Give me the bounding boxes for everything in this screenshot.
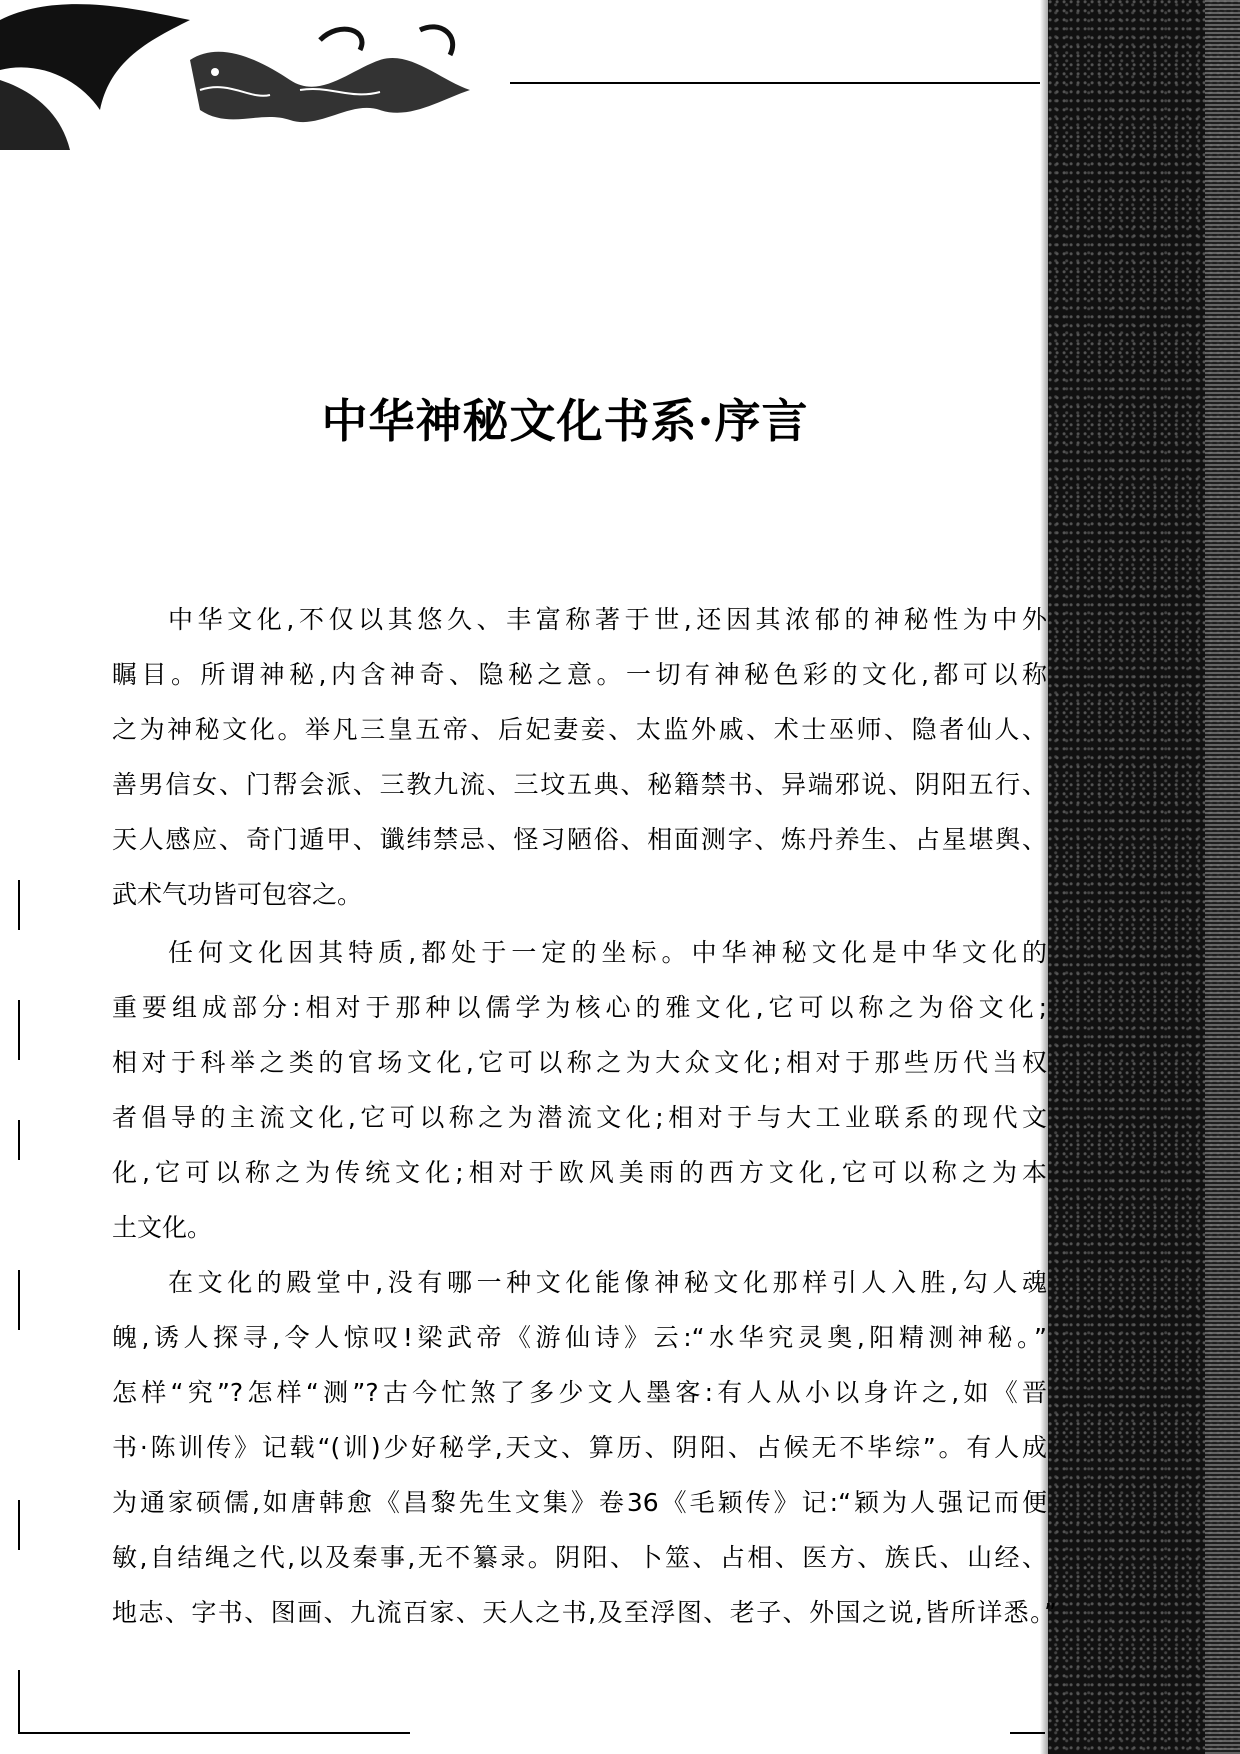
margin-mark — [18, 1670, 20, 1734]
text-line: 瞩目。所谓神秘,内含神奇、隐秘之意。一切有神秘色彩的文化,都可以称 — [112, 660, 1047, 689]
footer-rule — [20, 1732, 410, 1734]
margin-mark — [18, 1000, 20, 1060]
footer-rule — [1010, 1732, 1045, 1734]
scan-noise — [1205, 0, 1240, 1754]
text-line: 在文化的殿堂中,没有哪一种文化能像神秘文化那样引人入胜,勾人魂 — [168, 1268, 1047, 1297]
text-line: 武术气功皆可包容之。 — [112, 880, 363, 909]
margin-mark — [18, 1120, 20, 1160]
text-line: 善男信女、门帮会派、三教九流、三坟五典、秘籍禁书、异端邪说、阴阳五行、 — [112, 770, 1047, 799]
text-line: 任何文化因其特质,都处于一定的坐标。中华神秘文化是中华文化的 — [168, 938, 1047, 967]
text-line: 土文化。 — [112, 1213, 213, 1242]
text-line: 中华文化,不仅以其悠久、丰富称著于世,还因其浓郁的神秘性为中外 — [168, 605, 1047, 634]
text-line: 天人感应、奇门遁甲、谶纬禁忌、怪习陋俗、相面测字、炼丹养生、占星堪舆、 — [112, 825, 1047, 854]
dragon-ornament — [0, 0, 500, 150]
text-line: 化,它可以称之为传统文化;相对于欧风美雨的西方文化,它可以称之为本 — [112, 1158, 1047, 1187]
text-line: 魄,诱人探寻,令人惊叹!梁武帝《游仙诗》云:“水华究灵奥,阳精测神秘。” — [112, 1323, 1047, 1352]
header-rule — [510, 82, 1045, 84]
text-line: 为通家硕儒,如唐韩愈《昌黎先生文集》卷36《毛颖传》记:“颖为人强记而便 — [112, 1488, 1047, 1517]
margin-mark — [18, 1500, 20, 1550]
text-line: 地志、字书、图画、九流百家、天人之书,及至浮图、老子、外国之说,皆所详悉。” — [112, 1598, 1057, 1627]
text-line: 者倡导的主流文化,它可以称之为潜流文化;相对于与大工业联系的现代文 — [112, 1103, 1047, 1132]
text-line: 怎样“究”?怎样“测”?古今忙煞了多少文人墨客:有人从小以身许之,如《晋 — [112, 1378, 1047, 1407]
text-line: 之为神秘文化。举凡三皇五帝、后妃妻妾、太监外戚、术士巫师、隐者仙人、 — [112, 715, 1047, 744]
margin-mark — [18, 1270, 20, 1330]
text-line: 重要组成部分:相对于那种以儒学为核心的雅文化,它可以称之为俗文化; — [112, 993, 1047, 1022]
text-line: 书·陈训传》记载“(训)少好秘学,天文、算历、阴阳、占候无不毕综”。有人成 — [112, 1433, 1047, 1462]
margin-mark — [18, 880, 20, 930]
text-line: 敏,自结绳之代,以及秦事,无不纂录。阴阳、卜筮、占相、医方、族氏、山经、 — [112, 1543, 1047, 1572]
text-line: 相对于科举之类的官场文化,它可以称之为大众文化;相对于那些历代当权 — [112, 1048, 1047, 1077]
page-title: 中华神秘文化书系·序言 — [321, 394, 809, 448]
